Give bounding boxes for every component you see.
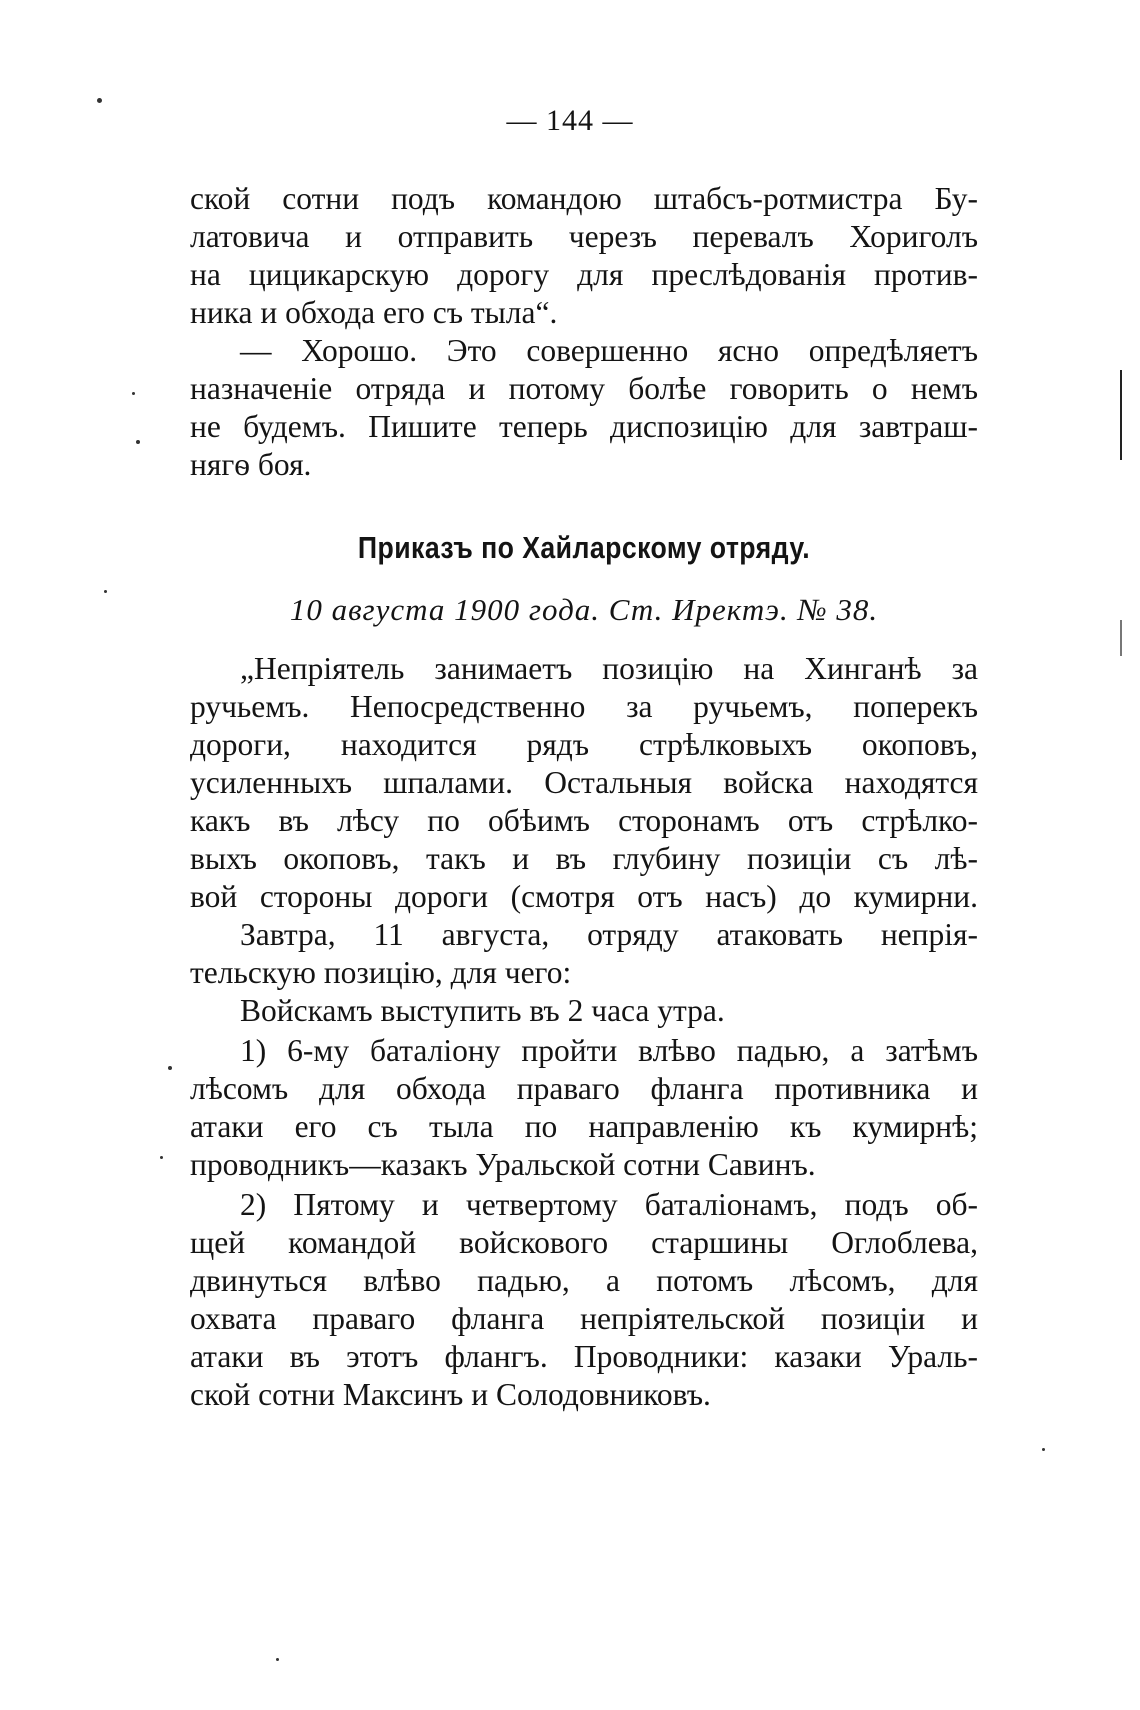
paragraph-dialogue bbox=[190, 332, 978, 484]
text-line: на цицикарскую дорогу для преслѣдованія против- bbox=[190, 257, 978, 292]
text-line: охвата праваго фланга непріятельской позиціи и bbox=[190, 1301, 978, 1336]
scan-speck bbox=[132, 392, 135, 395]
scan-speck bbox=[276, 1658, 279, 1661]
paragraph-march-time bbox=[190, 992, 978, 1030]
text-line: ника и обхода его съ тыла“. bbox=[190, 295, 558, 330]
scan-speck bbox=[1042, 1448, 1045, 1451]
text-line: „Непріятель занимаетъ позицію на Хинганѣ за bbox=[240, 651, 978, 686]
text-line: Войскамъ выступить въ 2 часа утра. bbox=[240, 993, 725, 1028]
text-line: усиленныхъ шпалами. Остальныя войска находятся bbox=[190, 765, 978, 800]
page-number: — 144 — bbox=[506, 104, 634, 137]
scan-speck bbox=[160, 1156, 163, 1159]
scan-speck bbox=[168, 1066, 172, 1070]
text-line: 1) 6-му баталіону пройти влѣво падью, а затѣмъ bbox=[240, 1033, 978, 1068]
text-line: Завтра, 11 августа, отряду атаковать непрія- bbox=[240, 917, 978, 952]
text-line: лѣсомъ для обхода праваго фланга противника и bbox=[190, 1071, 978, 1106]
text-line: выхъ окоповъ, такъ и въ глубину позиціи съ лѣ- bbox=[190, 841, 978, 876]
text-line: какъ въ лѣсу по обѣимъ сторонамъ отъ стрѣлко- bbox=[190, 803, 978, 838]
text-line: вой стороны дороги (смотря отъ насъ) до кумирни. bbox=[190, 879, 978, 914]
scan-edge-mark bbox=[1120, 370, 1122, 460]
text-line: тельскую позицію, для чего: bbox=[190, 955, 572, 990]
paragraph-enemy-position bbox=[190, 650, 978, 916]
text-line: ской сотни Максинъ и Солодовниковъ. bbox=[190, 1377, 711, 1412]
text-line: назначеніе отряда и потому болѣе говорить о немъ bbox=[190, 371, 978, 406]
text-line: атаки въ этотъ флангъ. Проводники: казаки Ураль- bbox=[190, 1339, 978, 1374]
text-line: не будемъ. Пишите теперь диспозицію для завтраш- bbox=[190, 409, 978, 444]
text-line: латовича и отправить черезъ перевалъ Хориголъ bbox=[190, 219, 978, 254]
text-line: 2) Пятому и четвертому баталіонамъ, подъ об- bbox=[240, 1187, 978, 1222]
text-line: атаки его съ тыла по направленію къ кумирнѣ; bbox=[190, 1109, 978, 1144]
paragraph-item-2 bbox=[190, 1186, 978, 1414]
text-line: ской сотни подъ командою штабсъ-ротмистра Бу- bbox=[190, 181, 978, 216]
paragraph-attack-order bbox=[190, 916, 978, 992]
order-date-line: 10 августа 1900 года. Ст. Иректэ. № 38. bbox=[289, 592, 879, 627]
text-line: ручьемъ. Непосредственно за ручьемъ, поперекъ bbox=[190, 689, 978, 724]
scan-speck bbox=[104, 590, 107, 593]
text-line: нягѳ боя. bbox=[190, 447, 312, 482]
scan-speck bbox=[97, 98, 102, 103]
text-line: дороги, находится рядъ стрѣлковыхъ окоповъ, bbox=[190, 727, 978, 762]
text-line: проводникъ—казакъ Уральской сотни Савинъ. bbox=[190, 1147, 816, 1182]
text-line: двинуться влѣво падью, а потомъ лѣсомъ, для bbox=[190, 1263, 978, 1298]
scan-edge-mark bbox=[1120, 620, 1122, 656]
order-heading: Приказъ по Хайларскому отряду. bbox=[357, 530, 811, 565]
text-line: — Хорошо. Это совершенно ясно опредѣляетъ bbox=[240, 333, 978, 368]
paragraph-continuation bbox=[190, 180, 978, 332]
scan-speck bbox=[136, 440, 140, 444]
paragraph-item-1 bbox=[190, 1032, 978, 1184]
text-line: щей командой войскового старшины Оглоблева, bbox=[190, 1225, 978, 1260]
